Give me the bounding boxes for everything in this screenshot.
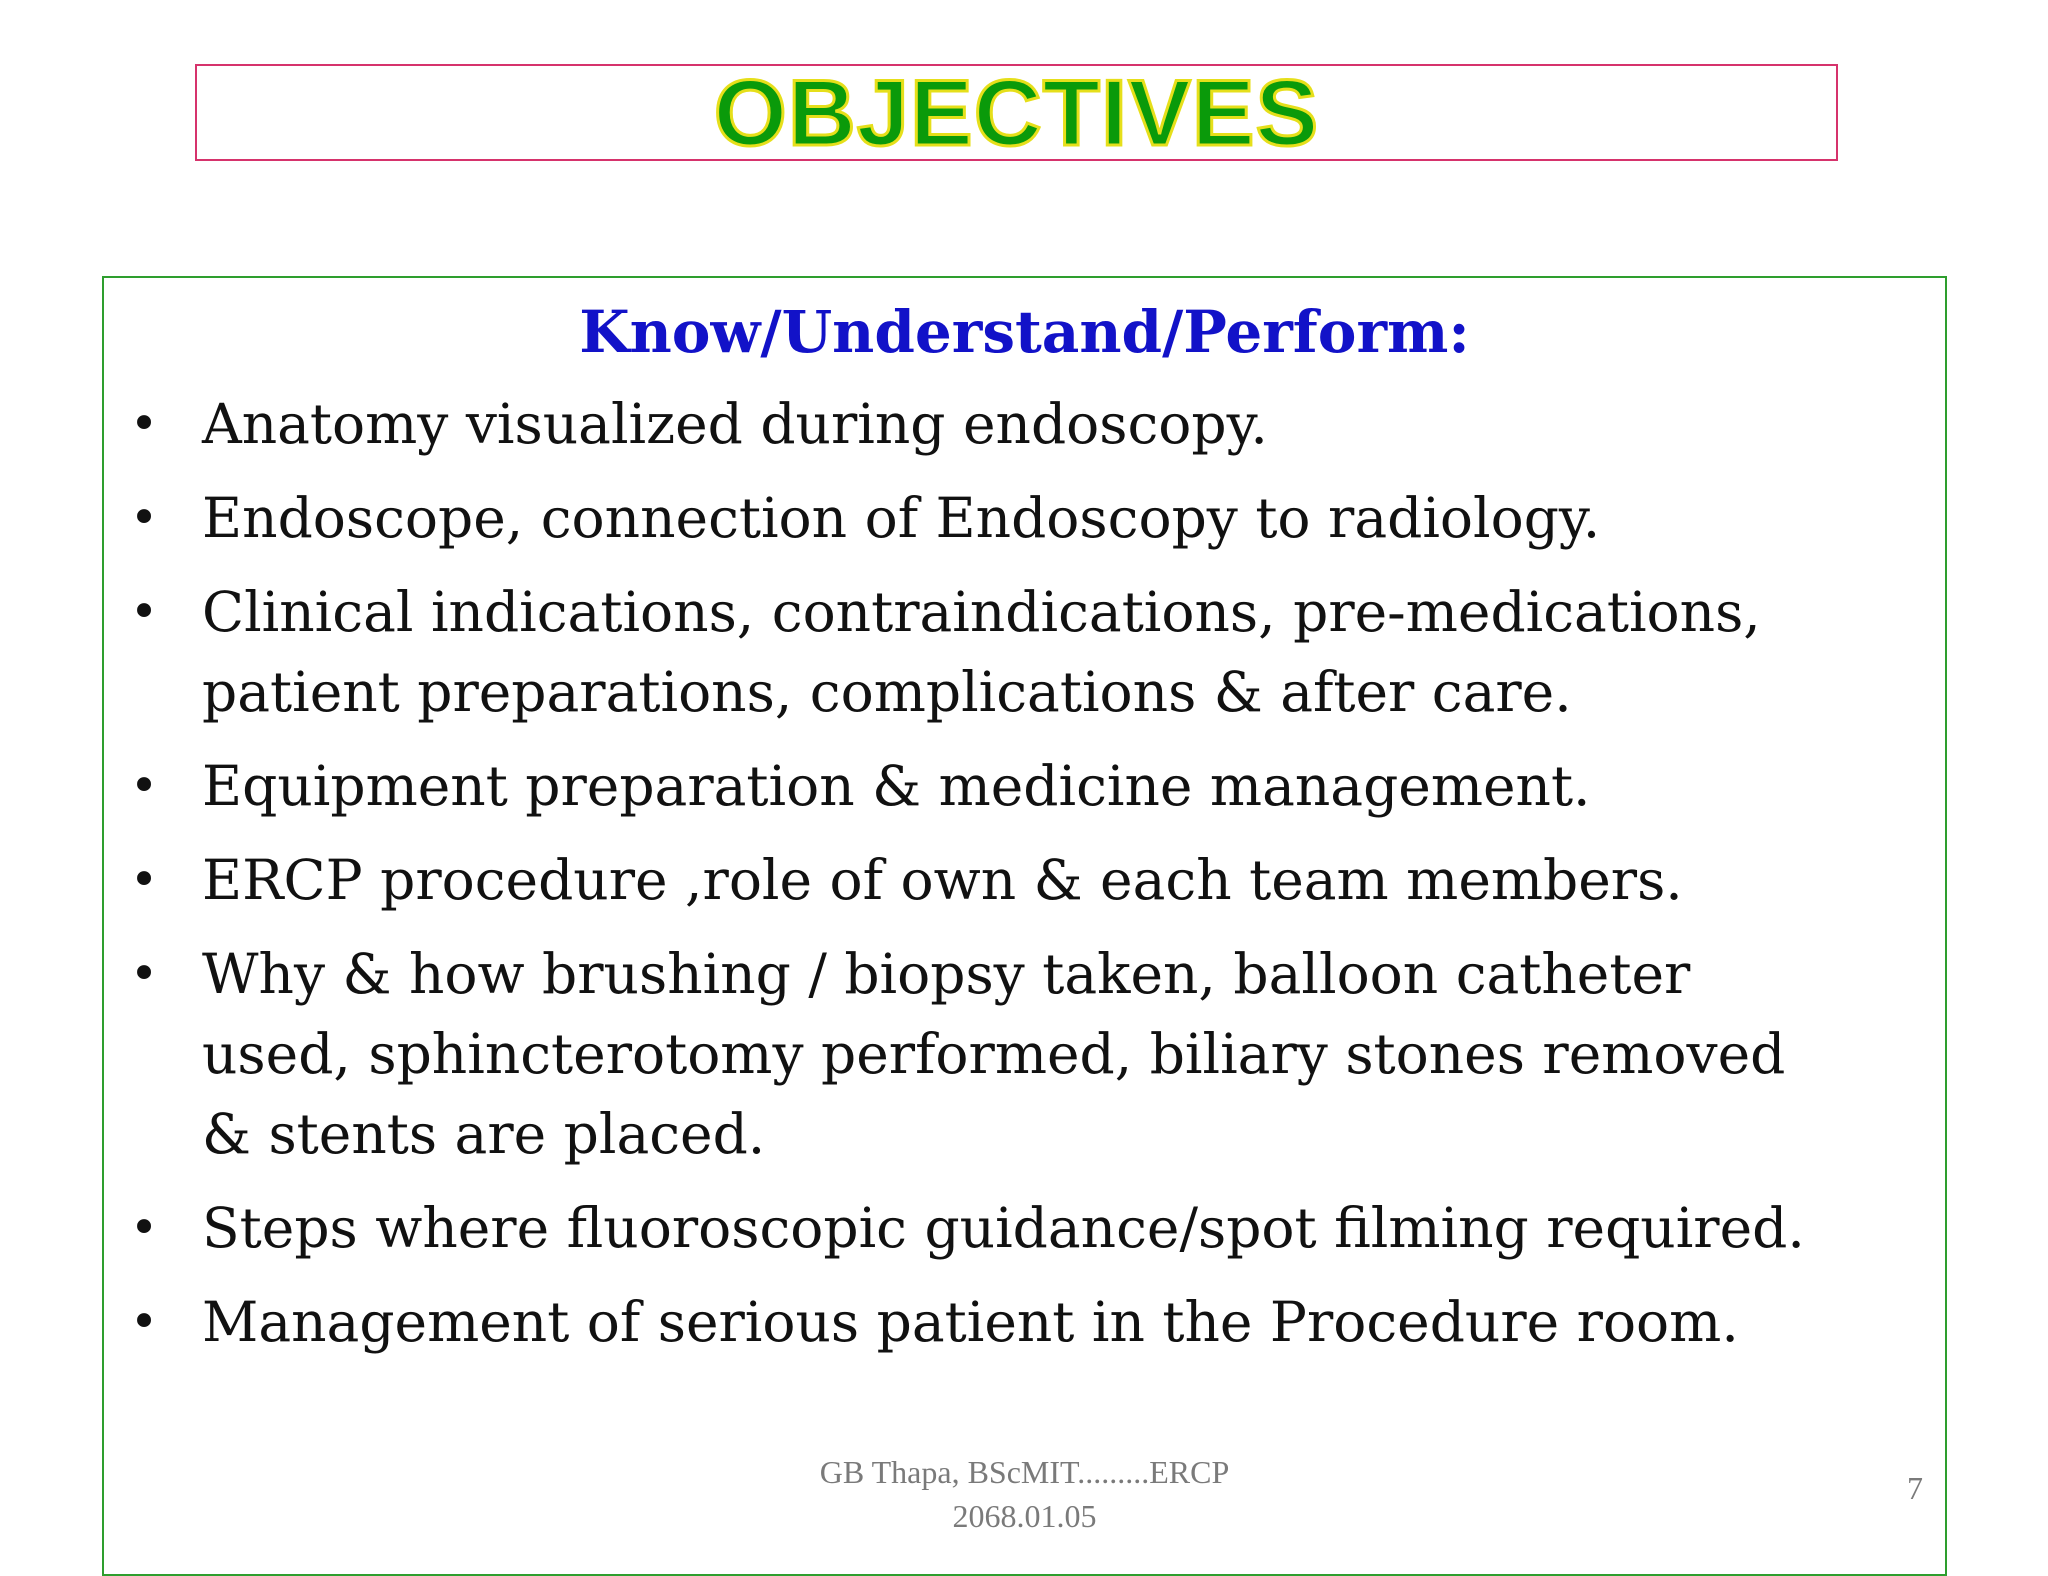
- list-item-text: Steps where fluoroscopic guidance/spot filming required.: [202, 1196, 1805, 1260]
- title-box: [195, 59, 1838, 165]
- page-number: 7: [1907, 1470, 1923, 1506]
- bullet-icon: •: [129, 758, 159, 814]
- list-item: [104, 478, 1824, 558]
- list-item-text: Management of serious patient in the Procedure room.: [202, 1290, 1739, 1354]
- content-box: [102, 276, 1947, 1576]
- bullet-icon: •: [129, 1200, 159, 1256]
- list-item-text: Clinical indications, contraindications, pre-medications, patient preparations, complications & after care.: [202, 580, 1761, 724]
- list-item: [104, 1282, 1824, 1362]
- slide-subtitle: Know/Understand/Perform:: [579, 298, 1470, 366]
- list-item-text: Equipment preparation & medicine management.: [202, 754, 1591, 818]
- list-item: [104, 840, 1824, 920]
- list-item-text: ERCP procedure ,role of own & each team members.: [202, 848, 1683, 912]
- bullet-icon: •: [129, 852, 159, 908]
- list-item-text: Endoscope, connection of Endoscopy to radiology.: [202, 486, 1601, 550]
- bullet-icon: •: [129, 1294, 159, 1350]
- bullet-icon: •: [129, 396, 159, 452]
- objectives-list: [104, 384, 1824, 1376]
- bullet-icon: •: [129, 946, 159, 1002]
- list-item-text: Why & how brushing / biopsy taken, balloon catheter used, sphincterotomy performed, biliary stones removed & stents are placed.: [202, 942, 1786, 1166]
- list-item: [104, 1188, 1824, 1268]
- footer-author: GB Thapa, BScMIT.........ERCP: [819, 1454, 1230, 1490]
- list-item: [104, 746, 1824, 826]
- list-item: [104, 384, 1824, 464]
- list-item: [104, 934, 1824, 1174]
- bullet-icon: •: [129, 584, 159, 640]
- list-item-text: Anatomy visualized during endoscopy.: [202, 392, 1268, 456]
- list-item: [104, 572, 1824, 732]
- slide-footer: [104, 1450, 1945, 1538]
- slide-title: OBJECTIVES: [713, 59, 1320, 165]
- footer-date: 2068.01.05: [952, 1498, 1097, 1534]
- bullet-icon: •: [129, 490, 159, 546]
